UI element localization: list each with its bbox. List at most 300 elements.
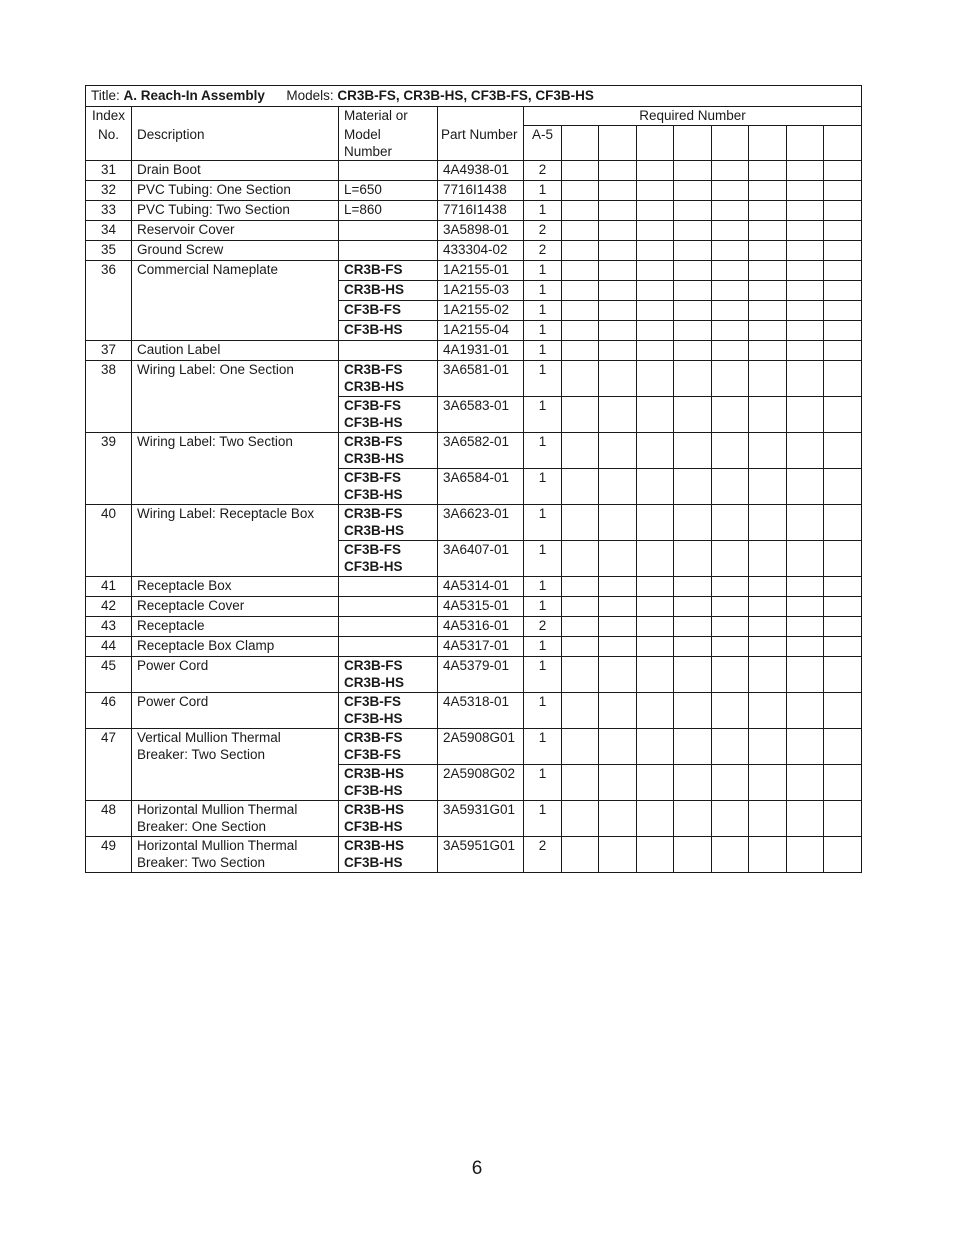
qty-blank-cell — [787, 692, 824, 728]
qty-blank-cell — [599, 616, 637, 636]
qty-blank-cell — [749, 468, 787, 504]
material-cell: CF3B-FS CF3B-HS — [339, 692, 438, 728]
header-blank — [749, 126, 787, 161]
index-cell: 36 — [86, 260, 132, 280]
qty-blank-cell — [787, 656, 824, 692]
part-number-cell: 433304-02 — [438, 240, 524, 260]
material-cell: CR3B-HS CF3B-HS — [339, 836, 438, 872]
qty-blank-cell — [787, 728, 824, 764]
qty-a5-cell: 2 — [524, 160, 562, 180]
qty-blank-cell — [824, 468, 862, 504]
table-row — [86, 596, 862, 616]
part-number-cell: 4A5317-01 — [438, 636, 524, 656]
qty-blank-cell — [824, 340, 862, 360]
qty-blank-cell — [749, 320, 787, 340]
part-number-cell: 4A5314-01 — [438, 576, 524, 596]
qty-a5-cell: 2 — [524, 240, 562, 260]
qty-blank-cell — [712, 692, 749, 728]
material-cell — [339, 340, 438, 360]
qty-blank-cell — [562, 200, 599, 220]
part-number-cell: 4A5316-01 — [438, 616, 524, 636]
part-number-cell: 3A5951G01 — [438, 836, 524, 872]
qty-blank-cell — [562, 656, 599, 692]
title-cell — [86, 86, 862, 107]
qty-blank-cell — [599, 280, 637, 300]
qty-blank-cell — [674, 656, 712, 692]
description-cell: Receptacle Cover — [132, 596, 339, 616]
qty-blank-cell — [599, 180, 637, 200]
qty-blank-cell — [787, 180, 824, 200]
qty-blank-cell — [712, 280, 749, 300]
models-label: Models: — [286, 88, 334, 103]
qty-blank-cell — [824, 240, 862, 260]
table-row — [86, 836, 862, 872]
description-cell: PVC Tubing: One Section — [132, 180, 339, 200]
qty-blank-cell — [749, 540, 787, 576]
index-cell: 40 — [86, 504, 132, 540]
qty-blank-cell — [637, 360, 674, 396]
index-cell: 39 — [86, 432, 132, 468]
material-cell: CR3B-FS CF3B-FS — [339, 728, 438, 764]
header-blank — [824, 126, 862, 161]
table-row — [86, 636, 862, 656]
table-row — [86, 728, 862, 764]
material-cell — [339, 240, 438, 260]
table-row — [86, 340, 862, 360]
material-cell: CR3B-FS CR3B-HS — [339, 432, 438, 468]
description-cell — [132, 540, 339, 576]
header-blank — [712, 126, 749, 161]
qty-blank-cell — [824, 320, 862, 340]
qty-blank-cell — [787, 764, 824, 800]
qty-blank-cell — [599, 160, 637, 180]
description-cell: Vertical Mullion Thermal Breaker: Two Section — [132, 728, 339, 764]
qty-blank-cell — [712, 636, 749, 656]
qty-blank-cell — [637, 320, 674, 340]
material-cell: L=650 — [339, 180, 438, 200]
material-cell: CR3B-FS — [339, 260, 438, 280]
qty-blank-cell — [749, 396, 787, 432]
part-number-cell: 4A5318-01 — [438, 692, 524, 728]
header-index-top: Index — [86, 107, 132, 126]
qty-a5-cell: 1 — [524, 504, 562, 540]
part-number-cell: 3A6583-01 — [438, 396, 524, 432]
material-cell: CR3B-FS CR3B-HS — [339, 656, 438, 692]
qty-blank-cell — [787, 616, 824, 636]
material-cell: CR3B-FS CR3B-HS — [339, 504, 438, 540]
qty-blank-cell — [637, 260, 674, 280]
index-cell — [86, 540, 132, 576]
qty-blank-cell — [599, 200, 637, 220]
qty-blank-cell — [787, 280, 824, 300]
description-cell: Reservoir Cover — [132, 220, 339, 240]
table-row — [86, 576, 862, 596]
table-row — [86, 300, 862, 320]
qty-blank-cell — [599, 636, 637, 656]
qty-blank-cell — [749, 656, 787, 692]
qty-blank-cell — [562, 836, 599, 872]
qty-blank-cell — [787, 596, 824, 616]
qty-blank-cell — [824, 836, 862, 872]
material-cell: CF3B-FS CF3B-HS — [339, 396, 438, 432]
qty-blank-cell — [674, 340, 712, 360]
table-row — [86, 360, 862, 396]
qty-blank-cell — [599, 300, 637, 320]
qty-blank-cell — [562, 540, 599, 576]
header-description: Description — [132, 126, 339, 161]
qty-blank-cell — [562, 240, 599, 260]
qty-blank-cell — [599, 220, 637, 240]
qty-blank-cell — [637, 656, 674, 692]
description-cell — [132, 396, 339, 432]
qty-blank-cell — [637, 576, 674, 596]
part-number-cell: 3A6582-01 — [438, 432, 524, 468]
header-blank — [674, 126, 712, 161]
index-cell — [86, 280, 132, 300]
qty-blank-cell — [749, 340, 787, 360]
table-row — [86, 160, 862, 180]
header-a5: A-5 — [524, 126, 562, 161]
qty-a5-cell: 1 — [524, 692, 562, 728]
qty-blank-cell — [712, 800, 749, 836]
qty-blank-cell — [674, 396, 712, 432]
qty-a5-cell: 1 — [524, 260, 562, 280]
table-row — [86, 764, 862, 800]
title-row — [86, 86, 862, 107]
qty-a5-cell: 1 — [524, 468, 562, 504]
qty-blank-cell — [599, 576, 637, 596]
qty-blank-cell — [637, 220, 674, 240]
qty-blank-cell — [749, 596, 787, 616]
qty-blank-cell — [674, 764, 712, 800]
qty-blank-cell — [637, 180, 674, 200]
qty-blank-cell — [599, 692, 637, 728]
qty-blank-cell — [599, 836, 637, 872]
part-number-cell: 7716I1438 — [438, 200, 524, 220]
header-material-top: Material or — [339, 107, 438, 126]
qty-blank-cell — [787, 160, 824, 180]
table-row — [86, 396, 862, 432]
qty-blank-cell — [562, 576, 599, 596]
qty-a5-cell: 1 — [524, 656, 562, 692]
qty-blank-cell — [749, 800, 787, 836]
qty-blank-cell — [787, 200, 824, 220]
qty-blank-cell — [824, 616, 862, 636]
description-cell — [132, 764, 339, 800]
qty-a5-cell: 1 — [524, 200, 562, 220]
qty-blank-cell — [674, 636, 712, 656]
qty-blank-cell — [787, 576, 824, 596]
qty-blank-cell — [824, 220, 862, 240]
description-cell — [132, 320, 339, 340]
qty-blank-cell — [674, 220, 712, 240]
qty-blank-cell — [712, 396, 749, 432]
qty-blank-cell — [637, 340, 674, 360]
qty-blank-cell — [562, 504, 599, 540]
description-cell: Commercial Nameplate — [132, 260, 339, 280]
table-row — [86, 656, 862, 692]
qty-blank-cell — [674, 504, 712, 540]
qty-blank-cell — [637, 728, 674, 764]
qty-blank-cell — [712, 576, 749, 596]
qty-blank-cell — [712, 504, 749, 540]
qty-blank-cell — [749, 240, 787, 260]
header-row-2 — [86, 126, 862, 161]
qty-blank-cell — [824, 540, 862, 576]
qty-blank-cell — [637, 504, 674, 540]
qty-blank-cell — [824, 764, 862, 800]
qty-blank-cell — [712, 200, 749, 220]
qty-blank-cell — [787, 800, 824, 836]
qty-blank-cell — [787, 540, 824, 576]
index-cell: 33 — [86, 200, 132, 220]
qty-a5-cell: 1 — [524, 540, 562, 576]
description-cell: Receptacle — [132, 616, 339, 636]
qty-blank-cell — [599, 240, 637, 260]
index-cell: 45 — [86, 656, 132, 692]
part-number-cell: 1A2155-03 — [438, 280, 524, 300]
qty-blank-cell — [824, 576, 862, 596]
description-cell: Drain Boot — [132, 160, 339, 180]
qty-blank-cell — [599, 504, 637, 540]
table-row — [86, 200, 862, 220]
qty-blank-cell — [637, 836, 674, 872]
description-cell: Power Cord — [132, 656, 339, 692]
qty-a5-cell: 1 — [524, 432, 562, 468]
qty-blank-cell — [674, 432, 712, 468]
qty-blank-cell — [749, 432, 787, 468]
qty-blank-cell — [674, 576, 712, 596]
qty-a5-cell: 1 — [524, 180, 562, 200]
index-cell — [86, 320, 132, 340]
qty-blank-cell — [562, 468, 599, 504]
qty-blank-cell — [599, 360, 637, 396]
table-row — [86, 540, 862, 576]
material-cell — [339, 160, 438, 180]
qty-blank-cell — [599, 260, 637, 280]
qty-blank-cell — [749, 836, 787, 872]
qty-blank-cell — [824, 432, 862, 468]
index-cell: 43 — [86, 616, 132, 636]
qty-blank-cell — [824, 800, 862, 836]
qty-blank-cell — [674, 300, 712, 320]
index-cell: 37 — [86, 340, 132, 360]
qty-blank-cell — [749, 764, 787, 800]
table-row — [86, 280, 862, 300]
index-cell — [86, 764, 132, 800]
index-cell: 42 — [86, 596, 132, 616]
table-row — [86, 504, 862, 540]
qty-blank-cell — [824, 692, 862, 728]
qty-blank-cell — [674, 160, 712, 180]
part-number-cell: 3A5898-01 — [438, 220, 524, 240]
index-cell: 35 — [86, 240, 132, 260]
description-cell: Caution Label — [132, 340, 339, 360]
qty-blank-cell — [712, 596, 749, 616]
part-number-cell: 7716I1438 — [438, 180, 524, 200]
part-number-cell: 3A6584-01 — [438, 468, 524, 504]
index-cell: 32 — [86, 180, 132, 200]
part-number-cell: 1A2155-01 — [438, 260, 524, 280]
qty-blank-cell — [674, 616, 712, 636]
table-row — [86, 468, 862, 504]
qty-blank-cell — [824, 504, 862, 540]
qty-blank-cell — [787, 260, 824, 280]
qty-blank-cell — [787, 300, 824, 320]
qty-blank-cell — [637, 764, 674, 800]
qty-blank-cell — [712, 260, 749, 280]
qty-blank-cell — [674, 468, 712, 504]
title-label: Title: — [91, 88, 120, 103]
qty-blank-cell — [749, 728, 787, 764]
qty-blank-cell — [599, 468, 637, 504]
qty-blank-cell — [637, 280, 674, 300]
header-index-bottom: No. — [86, 126, 132, 161]
description-cell: Ground Screw — [132, 240, 339, 260]
qty-blank-cell — [562, 360, 599, 396]
index-cell: 47 — [86, 728, 132, 764]
qty-blank-cell — [674, 280, 712, 300]
qty-a5-cell: 1 — [524, 300, 562, 320]
qty-blank-cell — [637, 468, 674, 504]
qty-blank-cell — [824, 260, 862, 280]
qty-blank-cell — [674, 200, 712, 220]
qty-blank-cell — [637, 300, 674, 320]
material-cell: CR3B-HS — [339, 280, 438, 300]
header-required-number: Required Number — [524, 107, 862, 126]
qty-blank-cell — [824, 728, 862, 764]
part-number-cell: 1A2155-04 — [438, 320, 524, 340]
qty-blank-cell — [824, 300, 862, 320]
qty-blank-cell — [562, 340, 599, 360]
qty-blank-cell — [674, 240, 712, 260]
qty-a5-cell: 1 — [524, 636, 562, 656]
part-number-cell: 4A5379-01 — [438, 656, 524, 692]
qty-blank-cell — [562, 180, 599, 200]
header-blank — [599, 126, 637, 161]
qty-blank-cell — [599, 764, 637, 800]
description-cell: Wiring Label: One Section — [132, 360, 339, 396]
description-cell: Receptacle Box — [132, 576, 339, 596]
material-cell: CF3B-FS CF3B-HS — [339, 540, 438, 576]
qty-blank-cell — [787, 636, 824, 656]
part-number-cell: 3A6581-01 — [438, 360, 524, 396]
qty-blank-cell — [787, 340, 824, 360]
qty-blank-cell — [562, 636, 599, 656]
part-number-cell: 2A5908G02 — [438, 764, 524, 800]
part-number-cell: 1A2155-02 — [438, 300, 524, 320]
qty-blank-cell — [562, 280, 599, 300]
header-material-bottom: Model Number — [339, 126, 438, 161]
qty-blank-cell — [749, 692, 787, 728]
qty-blank-cell — [562, 260, 599, 280]
header-part-number: Part Number — [438, 126, 524, 161]
qty-blank-cell — [787, 504, 824, 540]
table-row — [86, 432, 862, 468]
qty-blank-cell — [712, 728, 749, 764]
parts-table — [85, 85, 862, 873]
material-cell — [339, 220, 438, 240]
table-row — [86, 220, 862, 240]
qty-blank-cell — [674, 692, 712, 728]
qty-blank-cell — [712, 320, 749, 340]
qty-a5-cell: 1 — [524, 800, 562, 836]
qty-blank-cell — [749, 360, 787, 396]
qty-blank-cell — [712, 160, 749, 180]
qty-blank-cell — [712, 360, 749, 396]
qty-a5-cell: 1 — [524, 320, 562, 340]
qty-blank-cell — [749, 220, 787, 240]
qty-blank-cell — [562, 300, 599, 320]
qty-blank-cell — [599, 540, 637, 576]
qty-blank-cell — [712, 432, 749, 468]
header-blank — [562, 126, 599, 161]
qty-blank-cell — [562, 692, 599, 728]
index-cell: 48 — [86, 800, 132, 836]
header-part-top — [438, 107, 524, 126]
qty-blank-cell — [562, 596, 599, 616]
assembly-title: A. Reach-In Assembly — [123, 88, 265, 103]
qty-blank-cell — [674, 596, 712, 616]
part-number-cell: 3A6407-01 — [438, 540, 524, 576]
qty-blank-cell — [674, 180, 712, 200]
qty-blank-cell — [712, 616, 749, 636]
qty-blank-cell — [637, 432, 674, 468]
header-blank — [787, 126, 824, 161]
qty-blank-cell — [787, 320, 824, 340]
qty-blank-cell — [749, 616, 787, 636]
index-cell: 49 — [86, 836, 132, 872]
qty-blank-cell — [749, 576, 787, 596]
qty-blank-cell — [562, 728, 599, 764]
part-number-cell: 3A6623-01 — [438, 504, 524, 540]
material-cell — [339, 576, 438, 596]
material-cell: CF3B-FS CF3B-HS — [339, 468, 438, 504]
qty-blank-cell — [749, 636, 787, 656]
qty-a5-cell: 1 — [524, 360, 562, 396]
qty-blank-cell — [599, 656, 637, 692]
qty-blank-cell — [637, 596, 674, 616]
description-cell: Power Cord — [132, 692, 339, 728]
qty-blank-cell — [562, 616, 599, 636]
qty-a5-cell: 2 — [524, 836, 562, 872]
index-cell: 46 — [86, 692, 132, 728]
part-number-cell: 3A5931G01 — [438, 800, 524, 836]
index-cell — [86, 300, 132, 320]
qty-blank-cell — [674, 260, 712, 280]
qty-blank-cell — [712, 180, 749, 200]
material-cell — [339, 636, 438, 656]
qty-blank-cell — [712, 340, 749, 360]
qty-blank-cell — [787, 360, 824, 396]
qty-blank-cell — [599, 728, 637, 764]
qty-blank-cell — [824, 360, 862, 396]
part-number-cell: 4A4938-01 — [438, 160, 524, 180]
qty-blank-cell — [637, 636, 674, 656]
qty-a5-cell: 1 — [524, 576, 562, 596]
qty-blank-cell — [562, 764, 599, 800]
qty-blank-cell — [824, 396, 862, 432]
models-list: CR3B-FS, CR3B-HS, CF3B-FS, CF3B-HS — [337, 88, 594, 103]
qty-blank-cell — [824, 636, 862, 656]
qty-blank-cell — [749, 180, 787, 200]
page-number: 6 — [471, 1158, 483, 1179]
qty-blank-cell — [637, 540, 674, 576]
qty-blank-cell — [787, 432, 824, 468]
qty-blank-cell — [787, 836, 824, 872]
qty-blank-cell — [787, 240, 824, 260]
qty-blank-cell — [637, 160, 674, 180]
